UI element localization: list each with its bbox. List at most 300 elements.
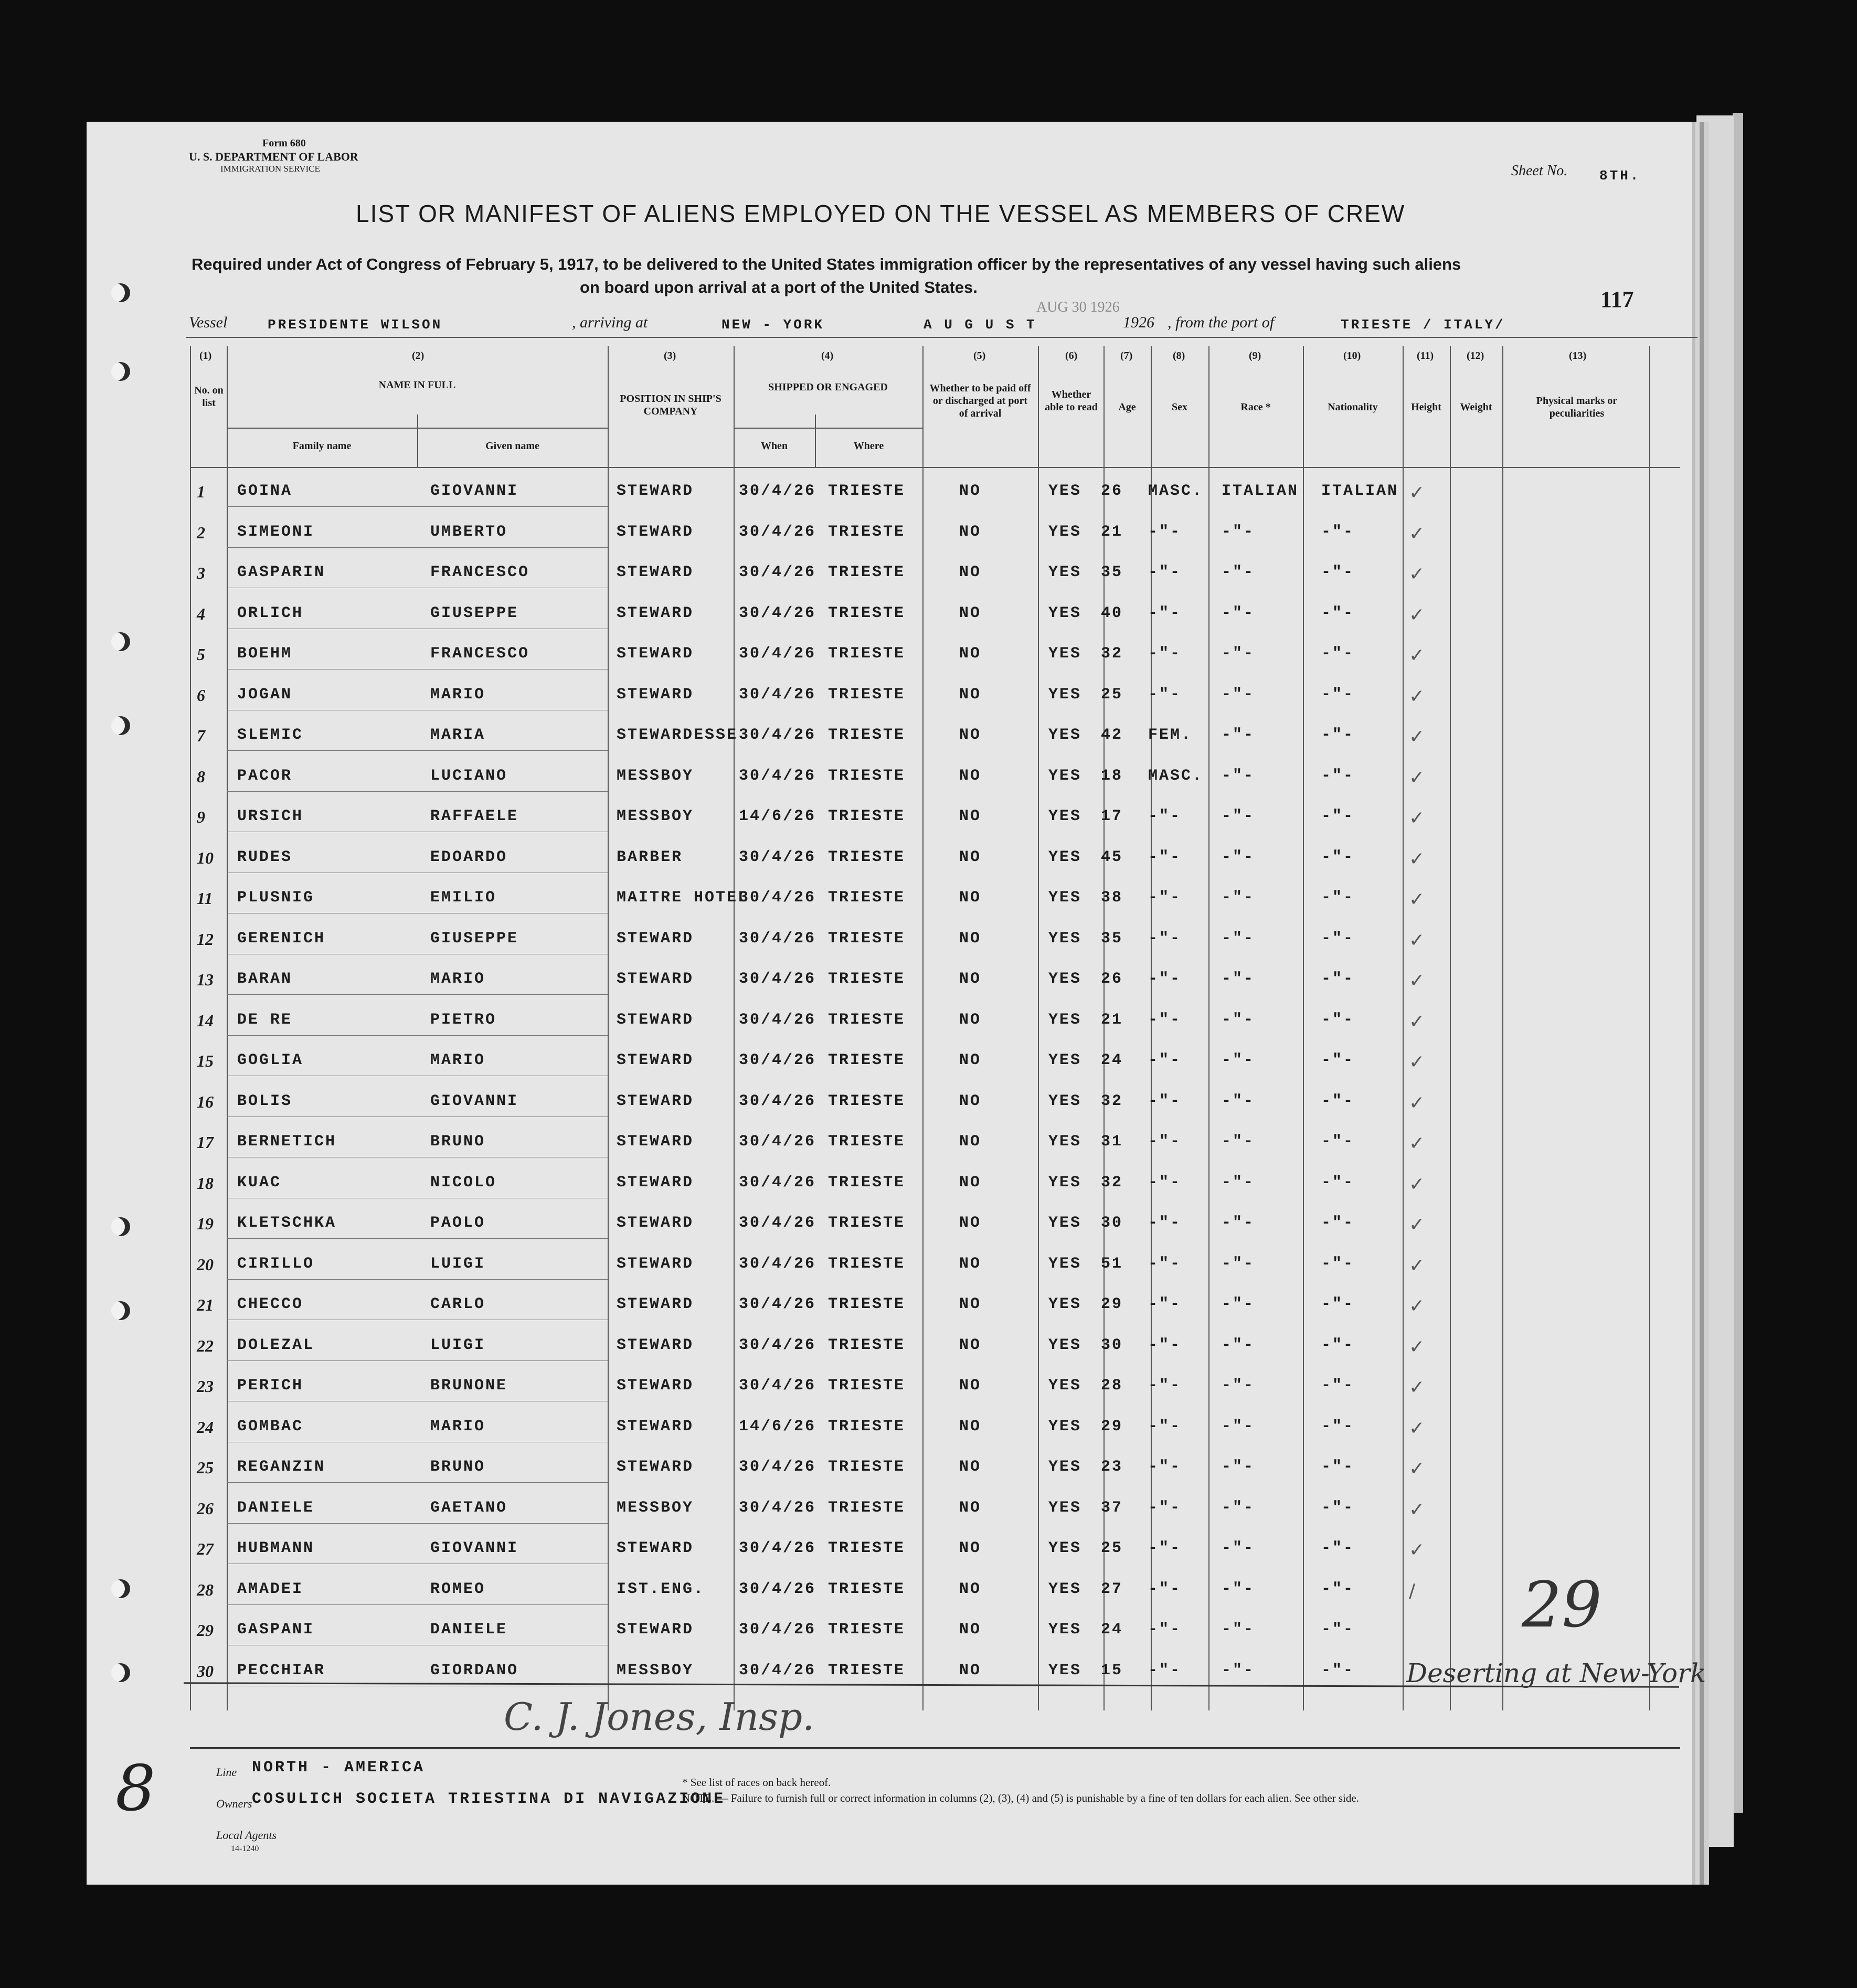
cell-race: -"-: [1222, 1255, 1255, 1273]
cell-position: STEWARD: [617, 1173, 694, 1192]
cell-given: EMILIO: [430, 889, 497, 907]
table-row: [0, 841, 1857, 882]
cell-position: MESSBOY: [617, 767, 694, 785]
cell-nationality: -"-: [1321, 726, 1355, 744]
cell-given: BRUNO: [430, 1133, 486, 1151]
cell-read: YES: [1048, 767, 1082, 785]
cell-read: YES: [1048, 726, 1082, 744]
table-row: [0, 1207, 1857, 1248]
cell-no: 10: [197, 848, 214, 867]
cell-no: 30: [197, 1661, 214, 1681]
cell-race: -"-: [1222, 889, 1255, 907]
cell-when: 30/4/26: [739, 482, 816, 500]
cell-given: LUCIANO: [430, 767, 508, 785]
hdr-physical-marks: Physical marks or peculiarities: [1536, 395, 1618, 419]
table-row: [0, 1004, 1857, 1045]
cell-no: 20: [197, 1255, 214, 1274]
cell-family: PECCHIAR: [237, 1661, 326, 1679]
cell-no: 22: [197, 1336, 214, 1355]
cell-race: -"-: [1222, 1661, 1255, 1679]
cell-height: ✓: [1409, 726, 1425, 748]
table-row: [0, 1532, 1857, 1573]
cell-where: TRIESTE: [828, 482, 906, 500]
cell-nationality: -"-: [1321, 1051, 1355, 1069]
cell-sex: FEM.: [1148, 726, 1193, 744]
cell-given: MARIO: [430, 1051, 486, 1069]
cell-when: 30/4/26: [739, 726, 816, 744]
cell-paid: NO: [959, 767, 982, 785]
cell-age: 35: [1101, 929, 1123, 948]
cell-age: 35: [1101, 564, 1123, 581]
cell-given: ROMEO: [430, 1580, 486, 1598]
cell-age: 17: [1101, 807, 1123, 825]
cell-race: -"-: [1222, 1580, 1255, 1598]
cell-when: 30/4/26: [739, 1051, 816, 1069]
cell-height: ✓: [1409, 1214, 1425, 1236]
cell-where: TRIESTE: [828, 848, 906, 866]
cell-age: 26: [1101, 970, 1123, 988]
cell-given: MARIO: [430, 685, 486, 704]
cell-position: MAITRE HOTEL: [617, 889, 749, 907]
hdr-race: Race *: [1240, 401, 1271, 413]
cell-sex: -"-: [1148, 1295, 1182, 1313]
cell-read: YES: [1048, 564, 1082, 581]
cell-age: 45: [1101, 848, 1123, 866]
cell-position: STEWARD: [617, 482, 694, 500]
cell-race: -"-: [1222, 807, 1255, 825]
cell-sex: MASC.: [1148, 482, 1204, 500]
cell-sex: -"-: [1148, 1092, 1182, 1110]
date-stamp: AUG 30 1926: [1036, 299, 1120, 315]
cell-family: DANIELE: [237, 1498, 315, 1517]
arrival-year: 1926: [1123, 314, 1154, 331]
line-value: NORTH - AMERICA: [252, 1759, 426, 1777]
hdr-nationality: Nationality: [1328, 401, 1378, 413]
cell-family: GERENICH: [237, 929, 326, 948]
table-row: [0, 963, 1857, 1004]
cell-paid: NO: [959, 1011, 982, 1029]
cell-height: ✓: [1409, 1417, 1425, 1439]
row-underline: [227, 1360, 608, 1361]
cell-sex: -"-: [1148, 685, 1182, 704]
cell-position: STEWARD: [617, 523, 694, 541]
cell-family: CHECCO: [237, 1295, 304, 1313]
cell-sex: -"-: [1148, 604, 1182, 622]
cell-position: MESSBOY: [617, 1498, 694, 1517]
table-row: [0, 516, 1857, 557]
cell-paid: NO: [959, 1458, 982, 1476]
cell-read: YES: [1048, 685, 1082, 704]
shipped-sub-rule: [734, 428, 922, 429]
cell-sex: -"-: [1148, 564, 1182, 581]
cell-when: 30/4/26: [739, 1173, 816, 1192]
cell-position: MESSBOY: [617, 807, 694, 825]
cell-read: YES: [1048, 1661, 1082, 1679]
cell-age: 28: [1101, 1377, 1123, 1395]
hdr-sex: Sex: [1172, 401, 1187, 413]
row-underline: [227, 547, 608, 548]
cell-where: TRIESTE: [828, 1417, 906, 1436]
cell-height: ✓: [1409, 645, 1425, 666]
cell-when: 30/4/26: [739, 604, 816, 622]
row-underline: [227, 1604, 608, 1605]
cell-family: KUAC: [237, 1173, 282, 1192]
cell-read: YES: [1048, 1621, 1082, 1639]
cell-age: 15: [1101, 1661, 1123, 1679]
line-label: Line: [216, 1766, 237, 1779]
penalty-note: NOTE. — Failure to furnish full or correct information in columns (2), (3), (4) and (5) is punishable by a fine of ten dollars for each alien. See other side.: [682, 1792, 1359, 1804]
cell-no: 7: [197, 726, 205, 745]
cell-race: -"-: [1222, 1377, 1255, 1395]
cell-sex: -"-: [1148, 1580, 1182, 1598]
cell-where: TRIESTE: [828, 645, 906, 663]
cell-family: GOMBAC: [237, 1417, 304, 1436]
cell-nationality: -"-: [1321, 604, 1355, 622]
hdr-weight: Weight: [1460, 401, 1492, 413]
cell-race: -"-: [1222, 1417, 1255, 1436]
cell-position: STEWARD: [617, 685, 694, 704]
cell-no: 4: [197, 604, 205, 623]
hdr-shipped: SHIPPED OR ENGAGED: [768, 381, 888, 393]
cell-sex: -"-: [1148, 1661, 1182, 1679]
table-row: [0, 1288, 1857, 1329]
punch-hole: [111, 283, 130, 302]
arriving-label: , arriving at: [572, 314, 648, 331]
cell-paid: NO: [959, 929, 982, 948]
cell-paid: NO: [959, 1214, 982, 1232]
sheet-value: 8TH.: [1599, 168, 1641, 184]
cell-race: -"-: [1222, 1173, 1255, 1192]
hdr-when: When: [760, 440, 788, 452]
table-row: [0, 922, 1857, 963]
cell-given: NICOLO: [430, 1173, 497, 1192]
cell-height: ✓: [1409, 604, 1425, 626]
col-num-2: (2): [412, 350, 425, 362]
cell-sex: -"-: [1148, 848, 1182, 866]
cell-nationality: -"-: [1321, 1214, 1355, 1232]
cell-paid: NO: [959, 1133, 982, 1151]
cell-where: TRIESTE: [828, 1621, 906, 1639]
cell-read: YES: [1048, 523, 1082, 541]
cell-paid: NO: [959, 1539, 982, 1557]
cell-nationality: -"-: [1321, 1011, 1355, 1029]
cell-when: 30/4/26: [739, 1214, 816, 1232]
cell-when: 30/4/26: [739, 767, 816, 785]
cell-family: JOGAN: [237, 685, 293, 704]
cell-paid: NO: [959, 1336, 982, 1354]
cell-when: 30/4/26: [739, 1295, 816, 1313]
cell-age: 25: [1101, 685, 1123, 704]
row-underline: [227, 1482, 608, 1483]
cell-race: -"-: [1222, 1621, 1255, 1639]
cell-nationality: -"-: [1321, 1539, 1355, 1557]
cell-given: LUIGI: [430, 1336, 486, 1354]
table-row: [0, 1166, 1857, 1207]
cell-age: 32: [1101, 1092, 1123, 1110]
col-num-6: (6): [1065, 350, 1078, 362]
cell-paid: NO: [959, 848, 982, 866]
cell-read: YES: [1048, 1011, 1082, 1029]
cell-given: GIOVANNI: [430, 1539, 519, 1557]
cell-paid: NO: [959, 889, 982, 907]
cell-race: -"-: [1222, 1133, 1255, 1151]
cell-position: STEWARD: [617, 1133, 694, 1151]
cell-given: UMBERTO: [430, 523, 508, 541]
cell-where: TRIESTE: [828, 1336, 906, 1354]
cell-family: KLETSCHKA: [237, 1214, 337, 1232]
cell-when: 14/6/26: [739, 1417, 816, 1436]
cell-no: 5: [197, 645, 205, 664]
cell-read: YES: [1048, 482, 1082, 500]
cell-height: ✓: [1409, 1458, 1425, 1480]
name-sub-rule: [227, 428, 608, 429]
cell-sex: -"-: [1148, 1214, 1182, 1232]
cell-paid: NO: [959, 807, 982, 825]
cell-where: TRIESTE: [828, 726, 906, 744]
cell-sex: -"-: [1148, 1539, 1182, 1557]
cell-family: ORLICH: [237, 604, 304, 622]
cell-read: YES: [1048, 889, 1082, 907]
cell-age: 32: [1101, 645, 1123, 663]
row-underline: [227, 506, 608, 507]
cell-sex: -"-: [1148, 1458, 1182, 1476]
cell-no: 18: [197, 1173, 214, 1193]
cell-sex: -"-: [1148, 1498, 1182, 1517]
cell-race: -"-: [1222, 970, 1255, 988]
cell-race: -"-: [1222, 1051, 1255, 1069]
cell-nationality: -"-: [1321, 889, 1355, 907]
cell-race: -"-: [1222, 726, 1255, 744]
col-num-7: (7): [1120, 350, 1133, 362]
cell-when: 30/4/26: [739, 1377, 816, 1395]
cell-race: -"-: [1222, 1498, 1255, 1517]
cell-age: 51: [1101, 1255, 1123, 1273]
table-row: [0, 637, 1857, 678]
cell-race: -"-: [1222, 1011, 1255, 1029]
cell-age: 31: [1101, 1133, 1123, 1151]
cell-sex: -"-: [1148, 1173, 1182, 1192]
sheet-label: Sheet No.: [1511, 163, 1568, 179]
cell-height: ✓: [1409, 1255, 1425, 1277]
cell-position: STEWARD: [617, 970, 694, 988]
cell-race: -"-: [1222, 604, 1255, 622]
cell-when: 30/4/26: [739, 1539, 816, 1557]
arrival-month: A U G U S T: [924, 317, 1037, 333]
table-row: [0, 556, 1857, 597]
cell-age: 18: [1101, 767, 1123, 785]
cell-height: ✓: [1409, 767, 1425, 789]
cell-read: YES: [1048, 1498, 1082, 1517]
cell-given: LUIGI: [430, 1255, 486, 1273]
cell-race: -"-: [1222, 1336, 1255, 1354]
cell-no: 8: [197, 767, 205, 786]
hdr-paid-off: Whether to be paid off or discharged at port of arrival: [929, 382, 1031, 419]
cell-position: STEWARD: [617, 1458, 694, 1476]
cell-sex: -"-: [1148, 1255, 1182, 1273]
cell-given: BRUNO: [430, 1458, 486, 1476]
cell-no: 24: [197, 1417, 214, 1437]
cell-age: 24: [1101, 1621, 1123, 1639]
cell-no: 2: [197, 523, 205, 542]
margin-number: 8: [115, 1752, 156, 1825]
cell-height: ✓: [1409, 1173, 1425, 1195]
punch-hole: [111, 362, 130, 381]
inspector-signature: C. J. Jones, Insp.: [504, 1695, 814, 1739]
cell-where: TRIESTE: [828, 604, 906, 622]
col-num-9: (9): [1249, 350, 1261, 362]
cell-family: GASPANI: [237, 1621, 315, 1639]
cell-age: 29: [1101, 1295, 1123, 1313]
cell-race: -"-: [1222, 1214, 1255, 1232]
owners-value: COSULICH SOCIETA TRIESTINA DI NAVIGAZIONE: [252, 1790, 726, 1808]
cell-when: 30/4/26: [739, 1621, 816, 1639]
table-row: [0, 760, 1857, 801]
cell-position: STEWARD: [617, 1214, 694, 1232]
cell-where: TRIESTE: [828, 523, 906, 541]
cell-height: ✓: [1409, 1011, 1425, 1033]
arrival-port: NEW - YORK: [721, 317, 825, 333]
cell-when: 30/4/26: [739, 645, 816, 663]
cell-position: BARBER: [617, 848, 683, 866]
cell-race: -"-: [1222, 1092, 1255, 1110]
cell-where: TRIESTE: [828, 1661, 906, 1679]
cell-read: YES: [1048, 604, 1082, 622]
cell-age: 37: [1101, 1498, 1123, 1517]
cell-when: 30/4/26: [739, 1133, 816, 1151]
tally-count: 29: [1522, 1569, 1602, 1642]
cell-nationality: -"-: [1321, 1580, 1355, 1598]
cell-race: -"-: [1222, 1458, 1255, 1476]
cell-no: 6: [197, 685, 205, 705]
cell-where: TRIESTE: [828, 685, 906, 704]
cell-where: TRIESTE: [828, 1498, 906, 1517]
cell-family: GASPARIN: [237, 564, 326, 581]
races-note: * See list of races on back hereof.: [682, 1776, 831, 1789]
service-name: IMMIGRATION SERVICE: [220, 164, 320, 174]
cell-given: FRANCESCO: [430, 564, 530, 581]
col-num-1: (1): [199, 350, 212, 362]
cell-nationality: -"-: [1321, 523, 1355, 541]
cell-read: YES: [1048, 1417, 1082, 1436]
col-num-4: (4): [821, 350, 834, 362]
cell-read: YES: [1048, 1539, 1082, 1557]
cell-where: TRIESTE: [828, 1539, 906, 1557]
cell-position: STEWARD: [617, 929, 694, 948]
row-underline: [227, 1238, 608, 1239]
cell-given: GIORDANO: [430, 1661, 519, 1679]
cell-height: ✓: [1409, 1295, 1425, 1317]
cell-height: ✓: [1409, 929, 1425, 951]
hdr-where: Where: [853, 440, 884, 452]
cell-age: 21: [1101, 1011, 1123, 1029]
cell-given: GIOVANNI: [430, 482, 519, 500]
table-row: [0, 881, 1857, 922]
cell-nationality: -"-: [1321, 1336, 1355, 1354]
hdr-position: POSITION IN SHIP'S COMPANY: [620, 393, 721, 417]
cell-age: 42: [1101, 726, 1123, 744]
cell-no: 1: [197, 482, 205, 501]
cell-read: YES: [1048, 1255, 1082, 1273]
cell-height: ✓: [1409, 1498, 1425, 1521]
cell-given: BRUNONE: [430, 1377, 508, 1395]
cell-given: GIUSEPPE: [430, 604, 519, 622]
cell-height: ✓: [1409, 564, 1425, 585]
cell-race: -"-: [1222, 645, 1255, 663]
cell-height: ✓: [1409, 482, 1425, 504]
owners-label: Owners: [216, 1797, 252, 1810]
cell-sex: -"-: [1148, 1621, 1182, 1639]
hdr-able-read: Whether able to read: [1045, 389, 1098, 413]
cell-nationality: -"-: [1321, 1498, 1355, 1517]
cell-no: 29: [197, 1621, 214, 1640]
cell-read: YES: [1048, 1336, 1082, 1354]
cell-nationality: -"-: [1321, 970, 1355, 988]
cell-paid: NO: [959, 604, 982, 622]
cell-no: 12: [197, 929, 214, 949]
cell-when: 30/4/26: [739, 1458, 816, 1476]
cell-given: GIUSEPPE: [430, 929, 519, 948]
cell-family: DE RE: [237, 1011, 293, 1029]
cell-paid: NO: [959, 1255, 982, 1273]
cell-height: ✓: [1409, 1377, 1425, 1398]
cell-nationality: -"-: [1321, 564, 1355, 581]
cell-family: RUDES: [237, 848, 293, 866]
row-underline: [227, 791, 608, 792]
cell-no: 14: [197, 1011, 214, 1030]
cell-no: 26: [197, 1498, 214, 1518]
cell-when: 30/4/26: [739, 1255, 816, 1273]
cell-paid: NO: [959, 1051, 982, 1069]
cell-paid: NO: [959, 1621, 982, 1639]
cell-nationality: -"-: [1321, 1133, 1355, 1151]
hdr-given-name: Given name: [485, 440, 539, 452]
cell-age: 26: [1101, 482, 1123, 500]
cell-where: TRIESTE: [828, 564, 906, 581]
cell-height: ✓: [1409, 889, 1425, 910]
cell-position: STEWARD: [617, 1417, 694, 1436]
cell-given: MARIO: [430, 970, 486, 988]
cell-nationality: -"-: [1321, 767, 1355, 785]
cell-no: 9: [197, 807, 205, 826]
col-num-12: (12): [1467, 350, 1484, 362]
cell-age: 27: [1101, 1580, 1123, 1598]
cell-read: YES: [1048, 1092, 1082, 1110]
cell-family: HUBMANN: [237, 1539, 315, 1557]
cell-sex: -"-: [1148, 1011, 1182, 1029]
cell-given: CARLO: [430, 1295, 486, 1313]
vessel-name: PRESIDENTE WILSON: [268, 317, 443, 333]
cell-where: TRIESTE: [828, 1173, 906, 1192]
cell-no: 21: [197, 1295, 214, 1314]
cell-no: 25: [197, 1458, 214, 1477]
cell-read: YES: [1048, 1173, 1082, 1192]
cell-family: PACOR: [237, 767, 293, 785]
manifest-title: LIST OR MANIFEST OF ALIENS EMPLOYED ON THE VESSEL AS MEMBERS OF CREW: [356, 200, 1406, 227]
row-underline: [227, 1279, 608, 1280]
cell-sex: -"-: [1148, 1417, 1182, 1436]
cell-read: YES: [1048, 1133, 1082, 1151]
table-row: [0, 1248, 1857, 1289]
cell-when: 30/4/26: [739, 1092, 816, 1110]
page-number: 117: [1600, 286, 1634, 312]
table-row: [0, 1044, 1857, 1085]
cell-family: GOGLIA: [237, 1051, 304, 1069]
cell-age: 30: [1101, 1214, 1123, 1232]
cell-paid: NO: [959, 1498, 982, 1517]
cell-where: TRIESTE: [828, 1214, 906, 1232]
cell-family: GOINA: [237, 482, 293, 500]
cell-height: ✓: [1409, 523, 1425, 545]
